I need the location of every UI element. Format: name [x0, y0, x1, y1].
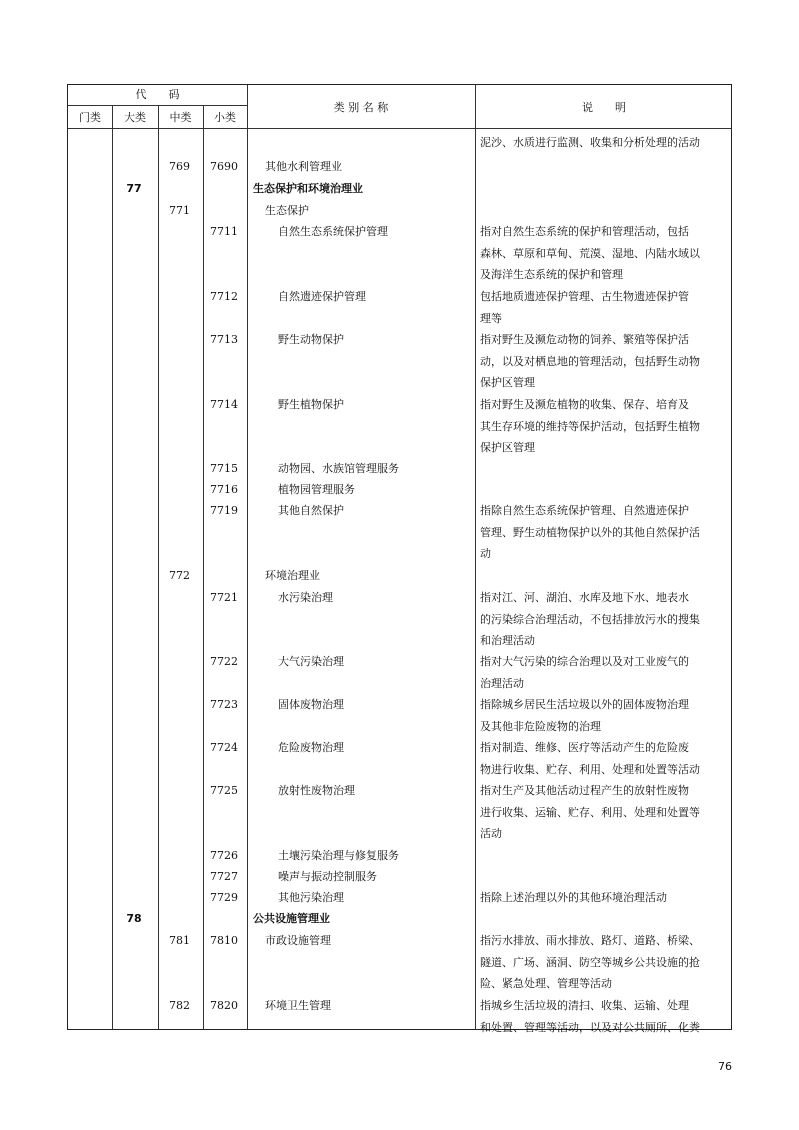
sub-class-code: 7715	[210, 462, 238, 475]
class-name: 自然生态系统保护管理	[278, 225, 388, 238]
description-line: 指除城乡居民生活垃圾以外的固体废物治理	[480, 698, 689, 711]
sub-class-code: 7727	[210, 870, 238, 883]
class-name: 水污染治理	[278, 591, 333, 604]
sub-class-code: 7723	[210, 698, 238, 711]
description-line: 指对生产及其他活动过程产生的放射性废物	[480, 784, 689, 797]
sub-class-code: 7722	[210, 655, 238, 668]
sub-class-code: 7716	[210, 483, 238, 496]
description-line: 保护区管理	[480, 376, 535, 389]
class-name: 环境治理业	[265, 569, 320, 582]
description-line: 险、紧急处理、管理等活动	[480, 977, 612, 990]
description-line: 活动	[480, 827, 502, 840]
description-line: 指对自然生态系统的保护和管理活动，包括	[480, 225, 689, 238]
header-code: 代 码	[135, 88, 180, 101]
sub-class-code: 7713	[210, 333, 238, 346]
description-line: 其生存环境的维持等保护活动，包括野生植物	[480, 419, 700, 433]
description-line: 指对野生及濒危动物的饲养、繁殖等保护活	[480, 333, 689, 346]
class-name: 动物园、水族馆管理服务	[278, 462, 399, 475]
description-line: 动	[480, 547, 491, 560]
description-line: 治理活动	[480, 676, 524, 690]
sub-class-code: 7726	[210, 849, 238, 862]
class-name: 固体废物治理	[278, 698, 344, 711]
col-divider-men	[112, 106, 113, 1029]
middle-class-code: 769	[169, 160, 190, 173]
class-name: 野生植物保护	[278, 398, 344, 411]
col-divider-xiao	[247, 85, 248, 1029]
description-line: 指对野生及濒危植物的收集、保存、培育及	[480, 398, 689, 411]
description-line: 及其他非危险废物的治理	[480, 719, 601, 733]
description-line: 指对大气污染的综合治理以及对工业废气的	[480, 655, 689, 668]
class-name: 其他水利管理业	[265, 160, 342, 173]
header-da: 大类	[124, 111, 146, 124]
middle-class-code: 771	[169, 204, 190, 217]
description-line: 保护区管理	[480, 441, 535, 454]
sub-class-code: 7714	[210, 398, 238, 411]
class-name: 噪声与振动控制服务	[278, 870, 377, 883]
sub-class-code: 7690	[210, 160, 238, 173]
header-bottom-divider	[68, 128, 731, 129]
major-class-code: 77	[126, 182, 142, 195]
description-line: 森林、草原和草甸、荒漠、湿地、内陆水域以	[480, 246, 700, 260]
class-name: 土壤污染治理与修复服务	[278, 849, 399, 862]
header-sub-divider	[68, 105, 247, 106]
class-name: 野生动物保护	[278, 333, 344, 346]
description-line: 指除上述治理以外的其他环境治理活动	[480, 891, 667, 904]
header-name: 类 别 名 称	[333, 101, 389, 114]
header-desc: 说 明	[582, 101, 626, 114]
header-zhong: 中类	[169, 111, 192, 124]
sub-class-code: 7719	[210, 504, 238, 517]
description-line: 管理、野生动植物保护以外的其他自然保护活	[480, 525, 700, 539]
col-divider-da	[158, 106, 159, 1029]
description-line: 理等	[480, 311, 502, 325]
description-line: 指对江、河、湖泊、水库及地下水、地表水	[480, 591, 689, 604]
class-name: 市政设施管理	[265, 934, 331, 947]
class-name: 大气污染治理	[278, 655, 344, 668]
class-name: 环境卫生管理	[265, 999, 331, 1012]
sub-class-code: 7820	[210, 999, 238, 1012]
description-line: 指对制造、维修、医疗等活动产生的危险废	[480, 741, 689, 754]
middle-class-code: 782	[169, 999, 190, 1012]
description-line: 动，以及对栖息地的管理活动，包括野生动物	[480, 354, 700, 368]
description-line: 及海洋生态系统的保护和管理	[480, 268, 623, 281]
class-name: 自然遗迹保护管理	[278, 290, 366, 303]
sub-class-code: 7724	[210, 741, 238, 754]
sub-class-code: 7725	[210, 784, 238, 797]
class-name: 危险废物治理	[278, 741, 344, 754]
class-name: 生态保护和环境治理业	[253, 182, 363, 195]
class-name: 放射性废物治理	[278, 784, 355, 797]
page-number: 76	[718, 1060, 732, 1073]
class-name: 生态保护	[265, 204, 309, 217]
class-name: 其他自然保护	[278, 504, 344, 517]
class-name: 植物园管理服务	[278, 483, 355, 496]
description-line: 的污染综合治理活动，不包括排放污水的搜集	[480, 612, 700, 626]
description-line: 指城乡生活垃圾的清扫、收集、运输、处理	[480, 999, 689, 1012]
description-line: 包括地质遗迹保护管理、古生物遗迹保护管	[480, 290, 689, 303]
description-line: 物进行收集、贮存、利用、处理和处置等活动	[480, 762, 700, 776]
description-line: 泥沙、水质进行监测、收集和分析处理的活动	[480, 136, 700, 149]
class-name: 其他污染治理	[278, 891, 344, 904]
sub-class-code: 7711	[210, 225, 238, 238]
description-line: 隧道、广场、涵洞、防空等城乡公共设施的抢	[480, 955, 700, 969]
description-line: 和处置、管理等活动，以及对公共厕所、化粪	[480, 1020, 700, 1034]
header-xiao: 小类	[214, 111, 236, 124]
sub-class-code: 7721	[210, 591, 238, 604]
description-line: 和治理活动	[480, 634, 535, 647]
sub-class-code: 7712	[210, 290, 238, 303]
class-name: 公共设施管理业	[253, 912, 330, 925]
major-class-code: 78	[126, 912, 142, 925]
middle-class-code: 781	[169, 934, 190, 947]
description-line: 指污水排放、雨水排放、路灯、道路、桥梁、	[480, 934, 700, 947]
sub-class-code: 7810	[210, 934, 238, 947]
description-line: 进行收集、运输、贮存、利用、处理和处置等	[480, 805, 700, 819]
description-line: 指除自然生态系统保护管理、自然遗迹保护	[480, 504, 689, 517]
middle-class-code: 772	[169, 569, 190, 582]
header-men: 门类	[79, 111, 101, 124]
sub-class-code: 7729	[210, 891, 238, 904]
col-divider-name	[475, 85, 476, 1029]
